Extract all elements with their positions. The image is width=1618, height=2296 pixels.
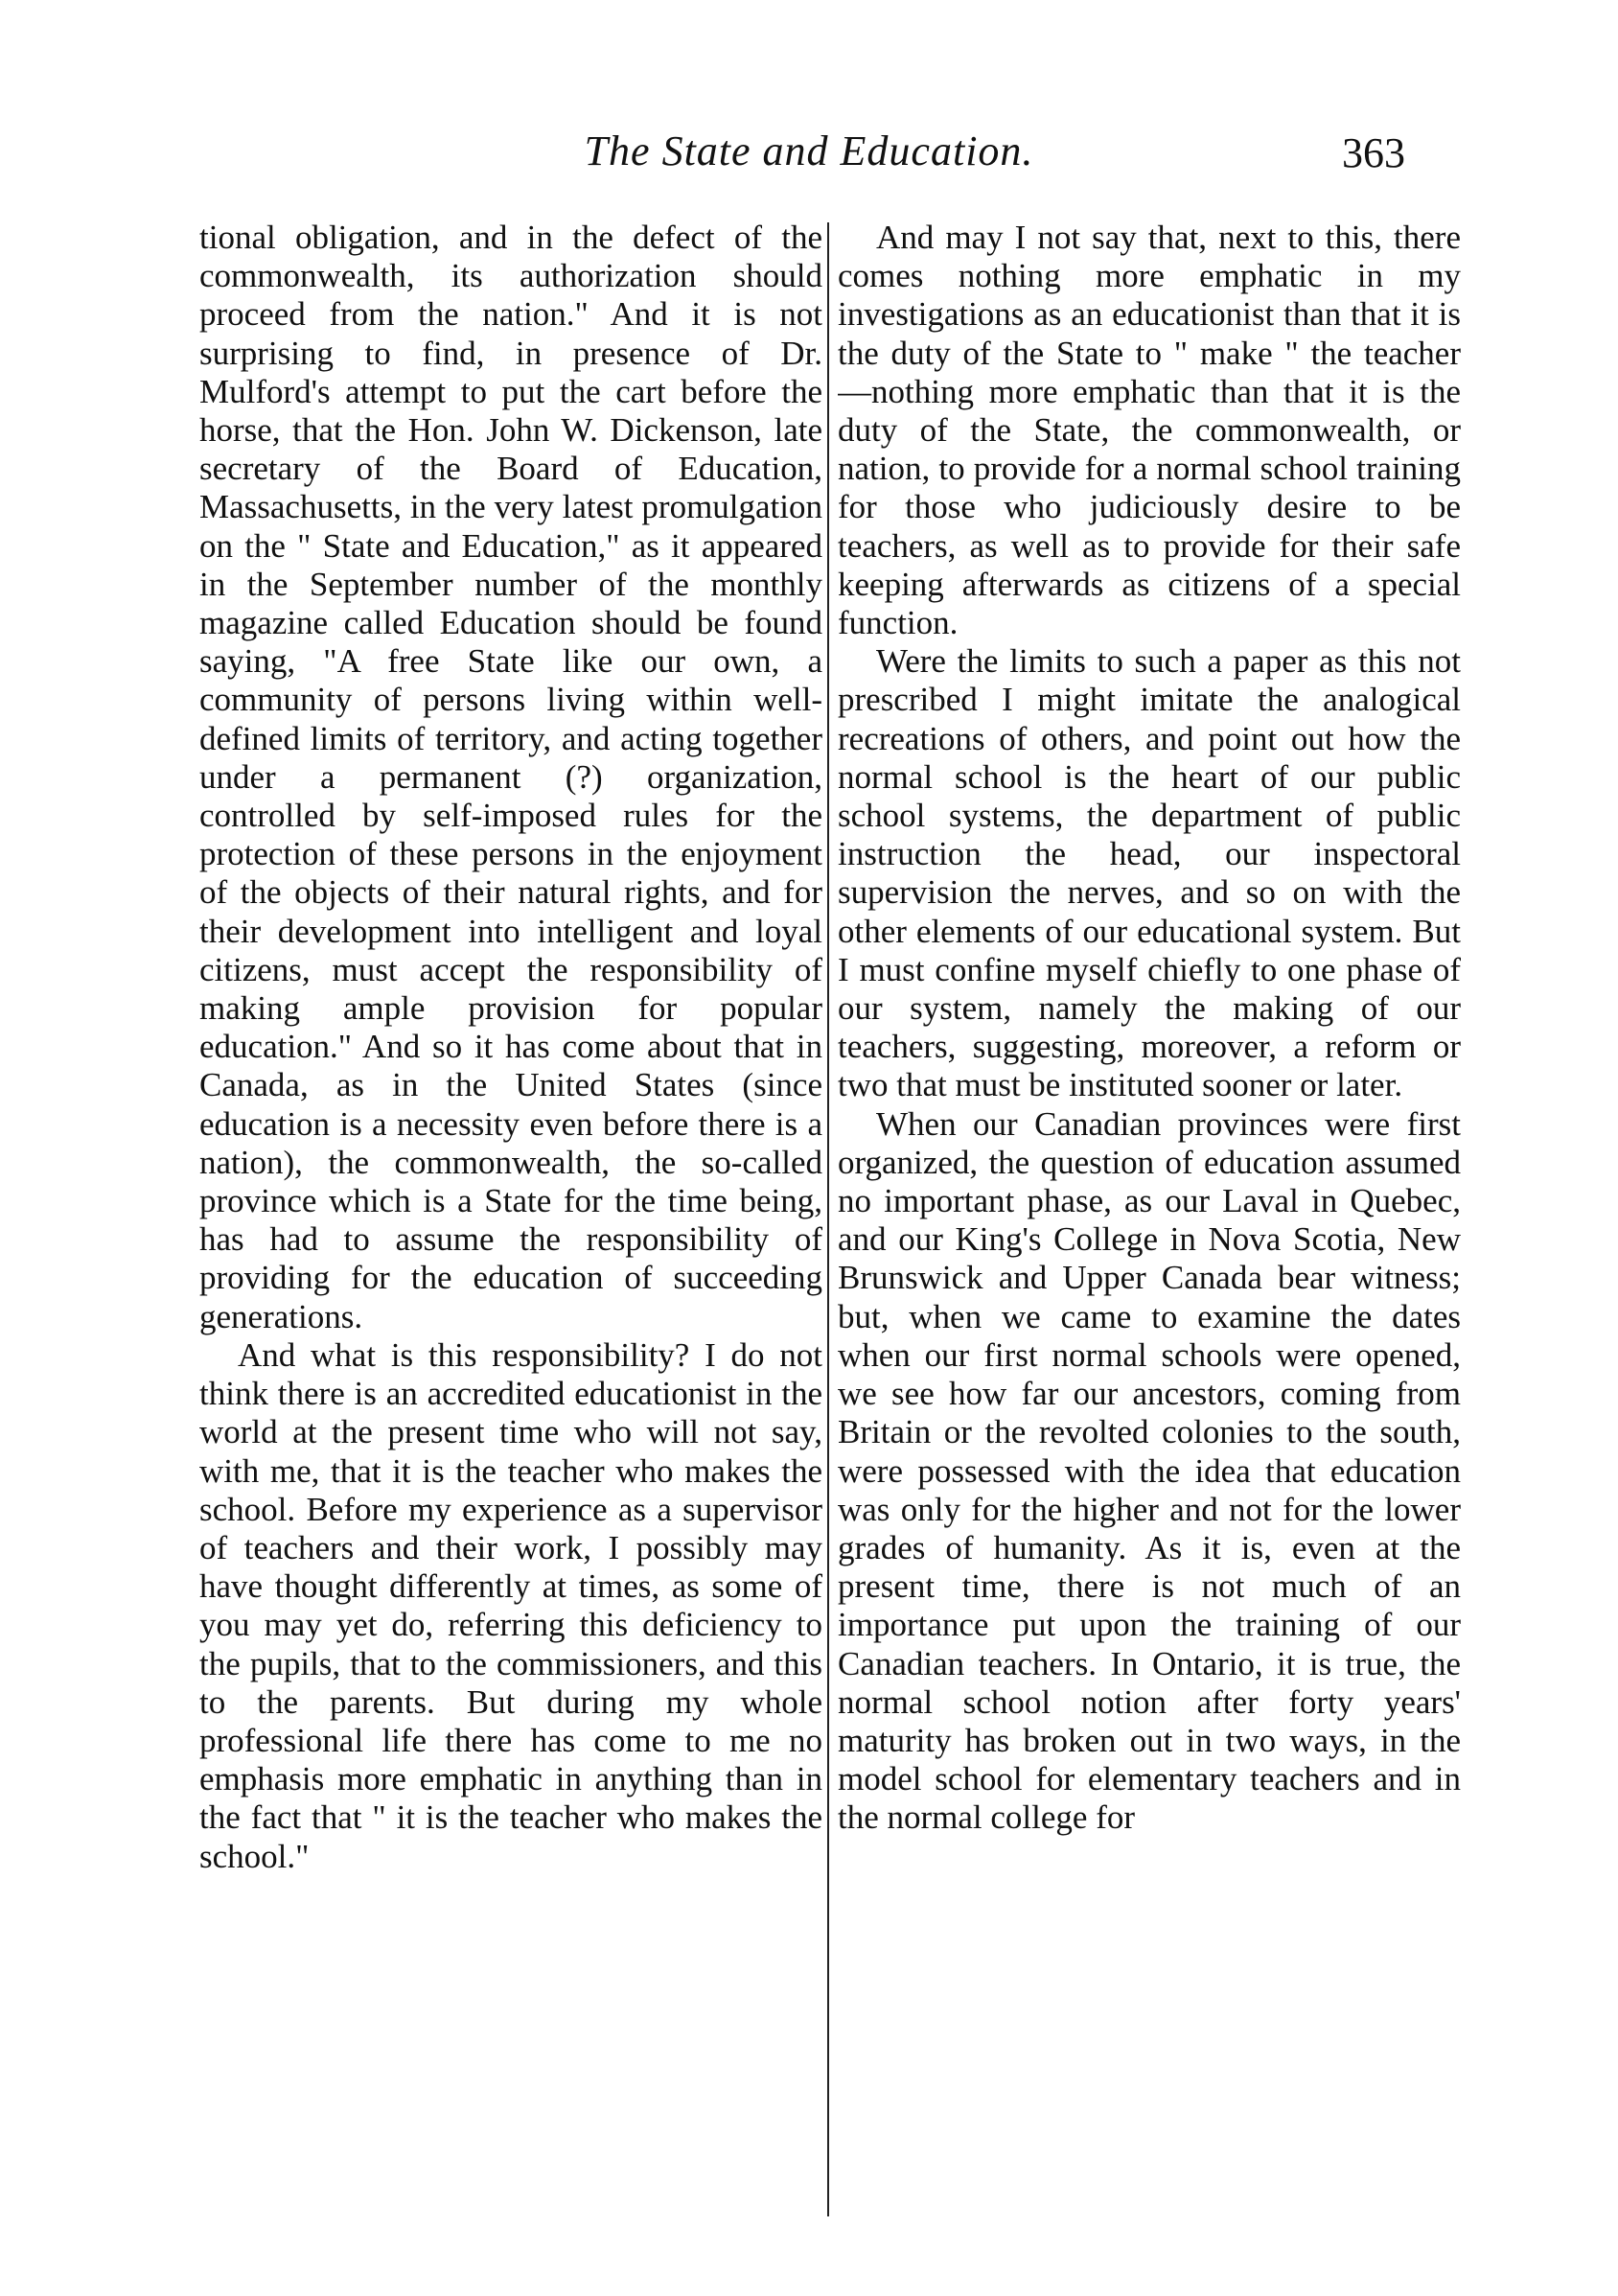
right-column	[838, 219, 1461, 2222]
column-divider	[827, 222, 829, 2216]
paragraph: tional obligation, and in the defect of the commonwealth, its authorization should proceed from the nation." And it is not surprising to find, in presence of Dr. Mulford's attempt to put the cart before the horse, that the Hon. John W. Dickenson, late secretary of the Board of Education, Massachusetts, in the very latest promulgation on the " State and Education," as it appeared in the September number of the monthly magazine called Education should be found saying, "A free State like our own, a community of persons living within well-defined limits of territory, and acting together under a permanent (?) organization, controlled by self-imposed rules for the protection of these persons in the enjoyment of the objects of their natural rights, and for their development into intelligent and loyal citizens, must accept the responsibility of making ample provision for popular education." And so it has come about that in Canada, as in the United States (since education is a necessity even before there is a nation), the commonwealth, the so-called province which is a State for the time being, has had to assume the responsibility of providing for the education of succeeding generations.	[199, 219, 822, 1335]
paragraph: When our Canadian provinces were first organized, the question of education assumed no important phase, as our Laval in Quebec, and our King's College in Nova Scotia, New Brunswick and Upper Canada bear witness; but, when we came to examine the dates when our first normal schools were opened, we see how far our ancestors, coming from Britain or the revolted colonies to the south, were possessed with the idea that education was only for the higher and not for the lower grades of humanity. As it is, even at the present time, there is not much of an importance put upon the training of our Canadian teachers. In Ontario, it is true, the normal school notion after forty years' maturity has broken out in two ways, in the model school for elementary teachers and in the normal college for	[838, 1104, 1461, 1837]
left-column	[199, 219, 822, 2222]
paragraph: And may I not say that, next to this, there comes nothing more emphatic in my investigations as an educationist than that it is the duty of the State to " make " the teacher —nothing more emphatic than that it is the duty of the State, the commonwealth, or nation, to provide for a normal school training for those who judiciously desire to be teachers, as well as to provide for their safe keeping afterwards as citizens of a special function.	[838, 219, 1461, 642]
paragraph: Were the limits to such a paper as this not prescribed I might imitate the analogical recreations of others, and point out how the normal school is the heart of our public school systems, the department of public instruction the head, our inspectoral supervision the nerves, and so on with the other elements of our educational system. But I must confine myself chiefly to one phase of our system, namely the making of our teachers, suggesting, moreover, a reform or two that must be instituted sooner or later.	[838, 642, 1461, 1104]
running-title: The State and Education.	[584, 128, 1034, 174]
page-number: 363	[1342, 129, 1405, 176]
paragraph: And what is this responsibility? I do not think there is an accredited educationist in the world at the present time who will not say, with me, that it is the teacher who makes the school. Before my experience as a supervisor of teachers and their work, I possibly may have thought differently at times, as some of you may yet do, referring this deficiency to the pupils, that to the commissioners, and this to the parents. But during my whole professional life there has come to me no emphasis more emphatic in anything than in the fact that " it is the teacher who makes the school."	[199, 1335, 822, 1875]
